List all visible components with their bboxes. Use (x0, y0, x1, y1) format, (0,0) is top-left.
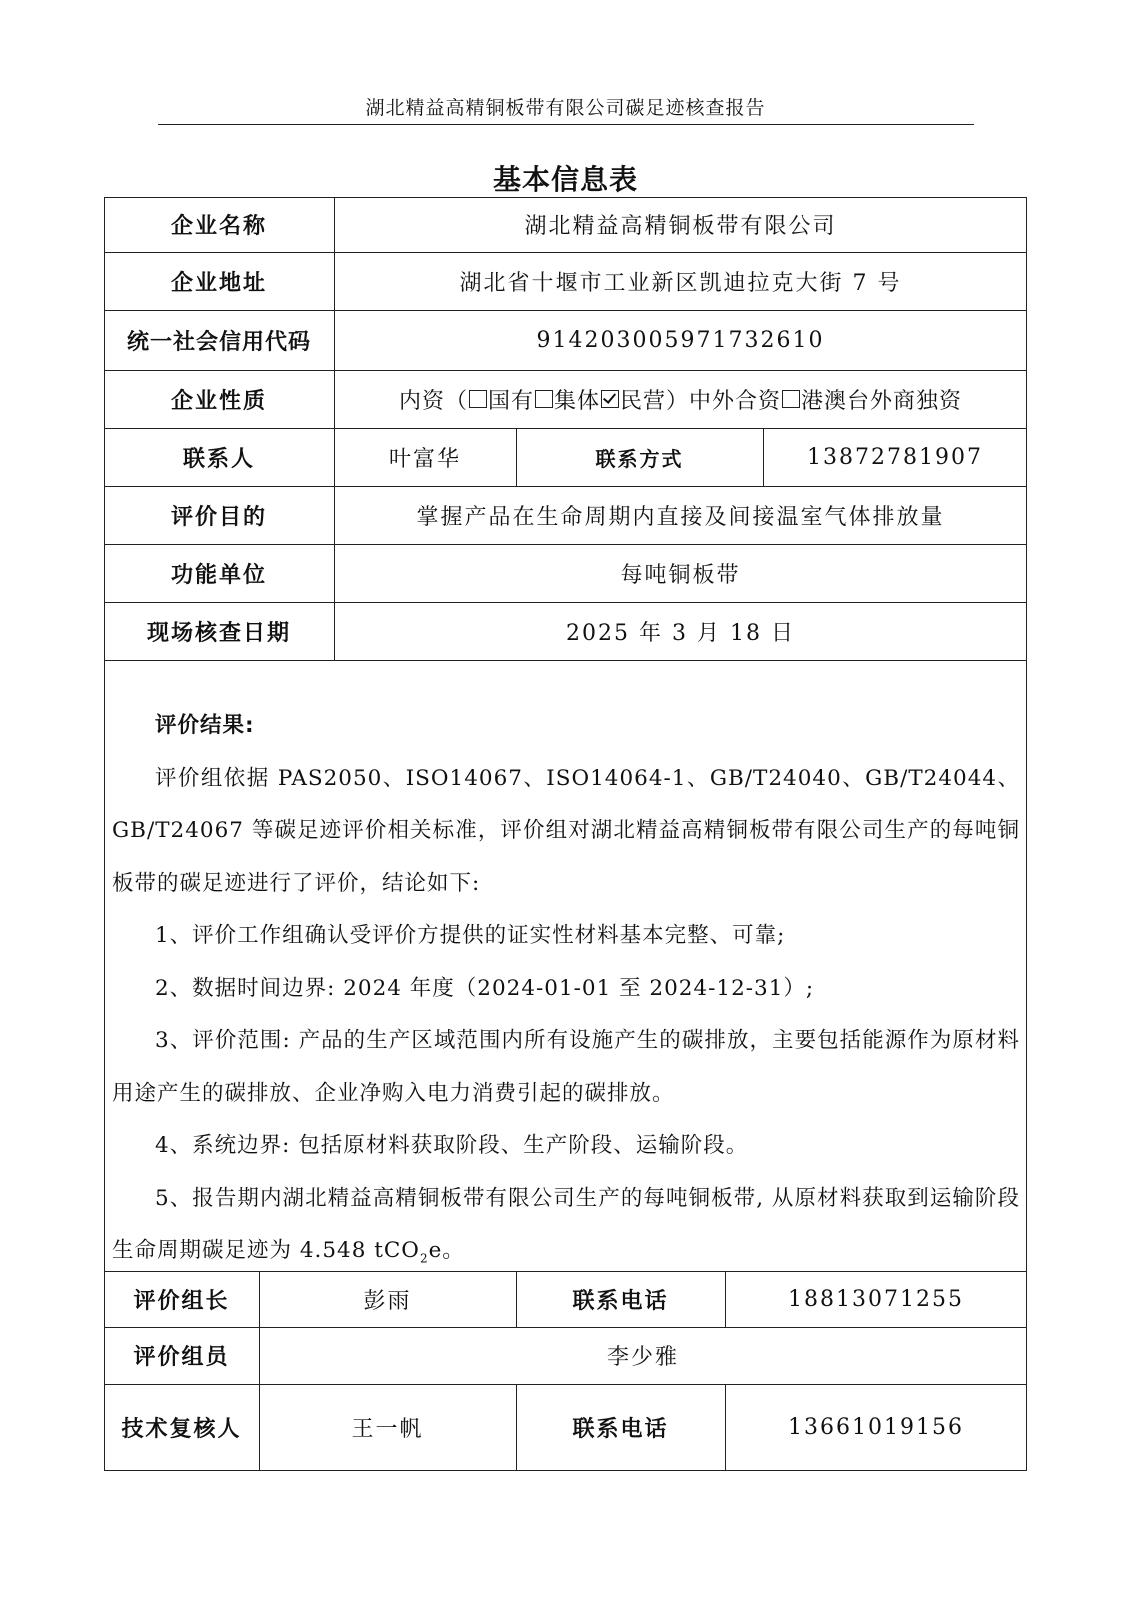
header-rule (158, 124, 974, 125)
co2-subscript: 2 (419, 1251, 429, 1266)
team-leader-phone: 18813071255 (788, 1286, 964, 1312)
contact-method-label: 联系方式 (595, 446, 684, 471)
page-title: 基本信息表 (492, 163, 638, 196)
checkbox-state-owned[interactable] (469, 390, 487, 408)
contact-method-value: 13872781907 (807, 444, 983, 470)
checkbox-private-checked[interactable] (601, 390, 619, 408)
checkbox-collective[interactable] (535, 390, 553, 408)
checkbox-hk-macao-taiwan[interactable] (782, 390, 800, 408)
option-collective: 集体 (553, 388, 600, 414)
nature-label: 企业性质 (170, 388, 267, 414)
credit-code-value: 914203005971732610 (536, 327, 825, 353)
nature-prefix: 内资（ (398, 388, 468, 414)
team-leader-label: 评价组长 (133, 1288, 230, 1314)
option-private: 民营 (620, 388, 667, 414)
functional-unit-label: 功能单位 (170, 562, 267, 588)
reviewer-phone: 13661019156 (788, 1415, 964, 1440)
address-value: 湖北省十堰市工业新区凯迪拉克大街 7 号 (459, 270, 902, 296)
contact-label: 联系人 (182, 446, 255, 472)
company-name-label: 企业名称 (170, 214, 267, 239)
reviewer-phone-label: 联系电话 (572, 1417, 669, 1442)
results-item-5-text: 5、报告期内湖北精益高精铜板带有限公司生产的每吨铜板带, 从原材料获取到运输阶段生命周期碳足迹为 4.548 tCO (112, 1185, 1020, 1263)
visit-date-value: 2025 年 3 月 18 日 (566, 620, 795, 646)
option-hk-macao-taiwan: 港澳台外商独资 (801, 388, 963, 414)
functional-unit-value: 每吨铜板带 (620, 562, 741, 588)
reviewer-label: 技术复核人 (121, 1417, 242, 1442)
address-label: 企业地址 (170, 270, 267, 296)
results-item-5-tail: e。 (428, 1238, 465, 1263)
reviewer-value: 王一帆 (351, 1417, 424, 1442)
results-item-1: 1、评价工作组确认受评价方提供的证实性材料基本完整、可靠; (155, 923, 786, 948)
option-state-owned: 国有 (487, 388, 534, 414)
results-title: 评价结果: (155, 713, 255, 738)
evaluation-results (112, 700, 1020, 1285)
team-member-value: 李少雅 (606, 1345, 679, 1370)
row-divider (104, 660, 1027, 661)
purpose-label: 评价目的 (170, 504, 267, 530)
visit-date-label: 现场核查日期 (146, 620, 291, 646)
team-member-label: 评价组员 (133, 1345, 230, 1370)
results-item-4: 4、系统边界: 包括原材料获取阶段、生产阶段、运输阶段。 (155, 1133, 749, 1158)
purpose-value: 掌握产品在生命周期内直接及间接温室气体排放量 (416, 504, 945, 530)
credit-code-label: 统一社会信用代码 (126, 329, 311, 355)
results-item-2: 2、数据时间边界: 2024 年度（2024-01-01 至 2024-12-31）; (155, 975, 815, 1001)
results-item-5 (112, 1173, 1020, 1285)
results-item-3: 3、评价范围: 产品的生产区域范围内所有设施产生的碳排放，主要包括能源作为原材料用途产生的碳排放、企业净购入电力消费引起的碳排放。 (112, 1028, 1020, 1106)
running-header: 湖北精益高精铜板带有限公司碳足迹核查报告 (365, 97, 766, 119)
contact-value: 叶富华 (388, 446, 461, 472)
option-joint-venture: ）中外合资 (666, 388, 782, 414)
team-leader-phone-label: 联系电话 (572, 1288, 669, 1314)
company-name-value: 湖北精益高精铜板带有限公司 (524, 214, 837, 239)
team-leader-value: 彭雨 (363, 1288, 412, 1314)
results-intro: 评价组依据 PAS2050、ISO14067、ISO14064-1、GB/T24040、GB/T24044、GB/T24067 等碳足迹评价相关标准，评价组对湖北精益高精铜板带有限公司生产的每吨铜板带的碳足迹进行了评价，结论如下: (112, 765, 1020, 896)
nature-options (334, 370, 1027, 428)
